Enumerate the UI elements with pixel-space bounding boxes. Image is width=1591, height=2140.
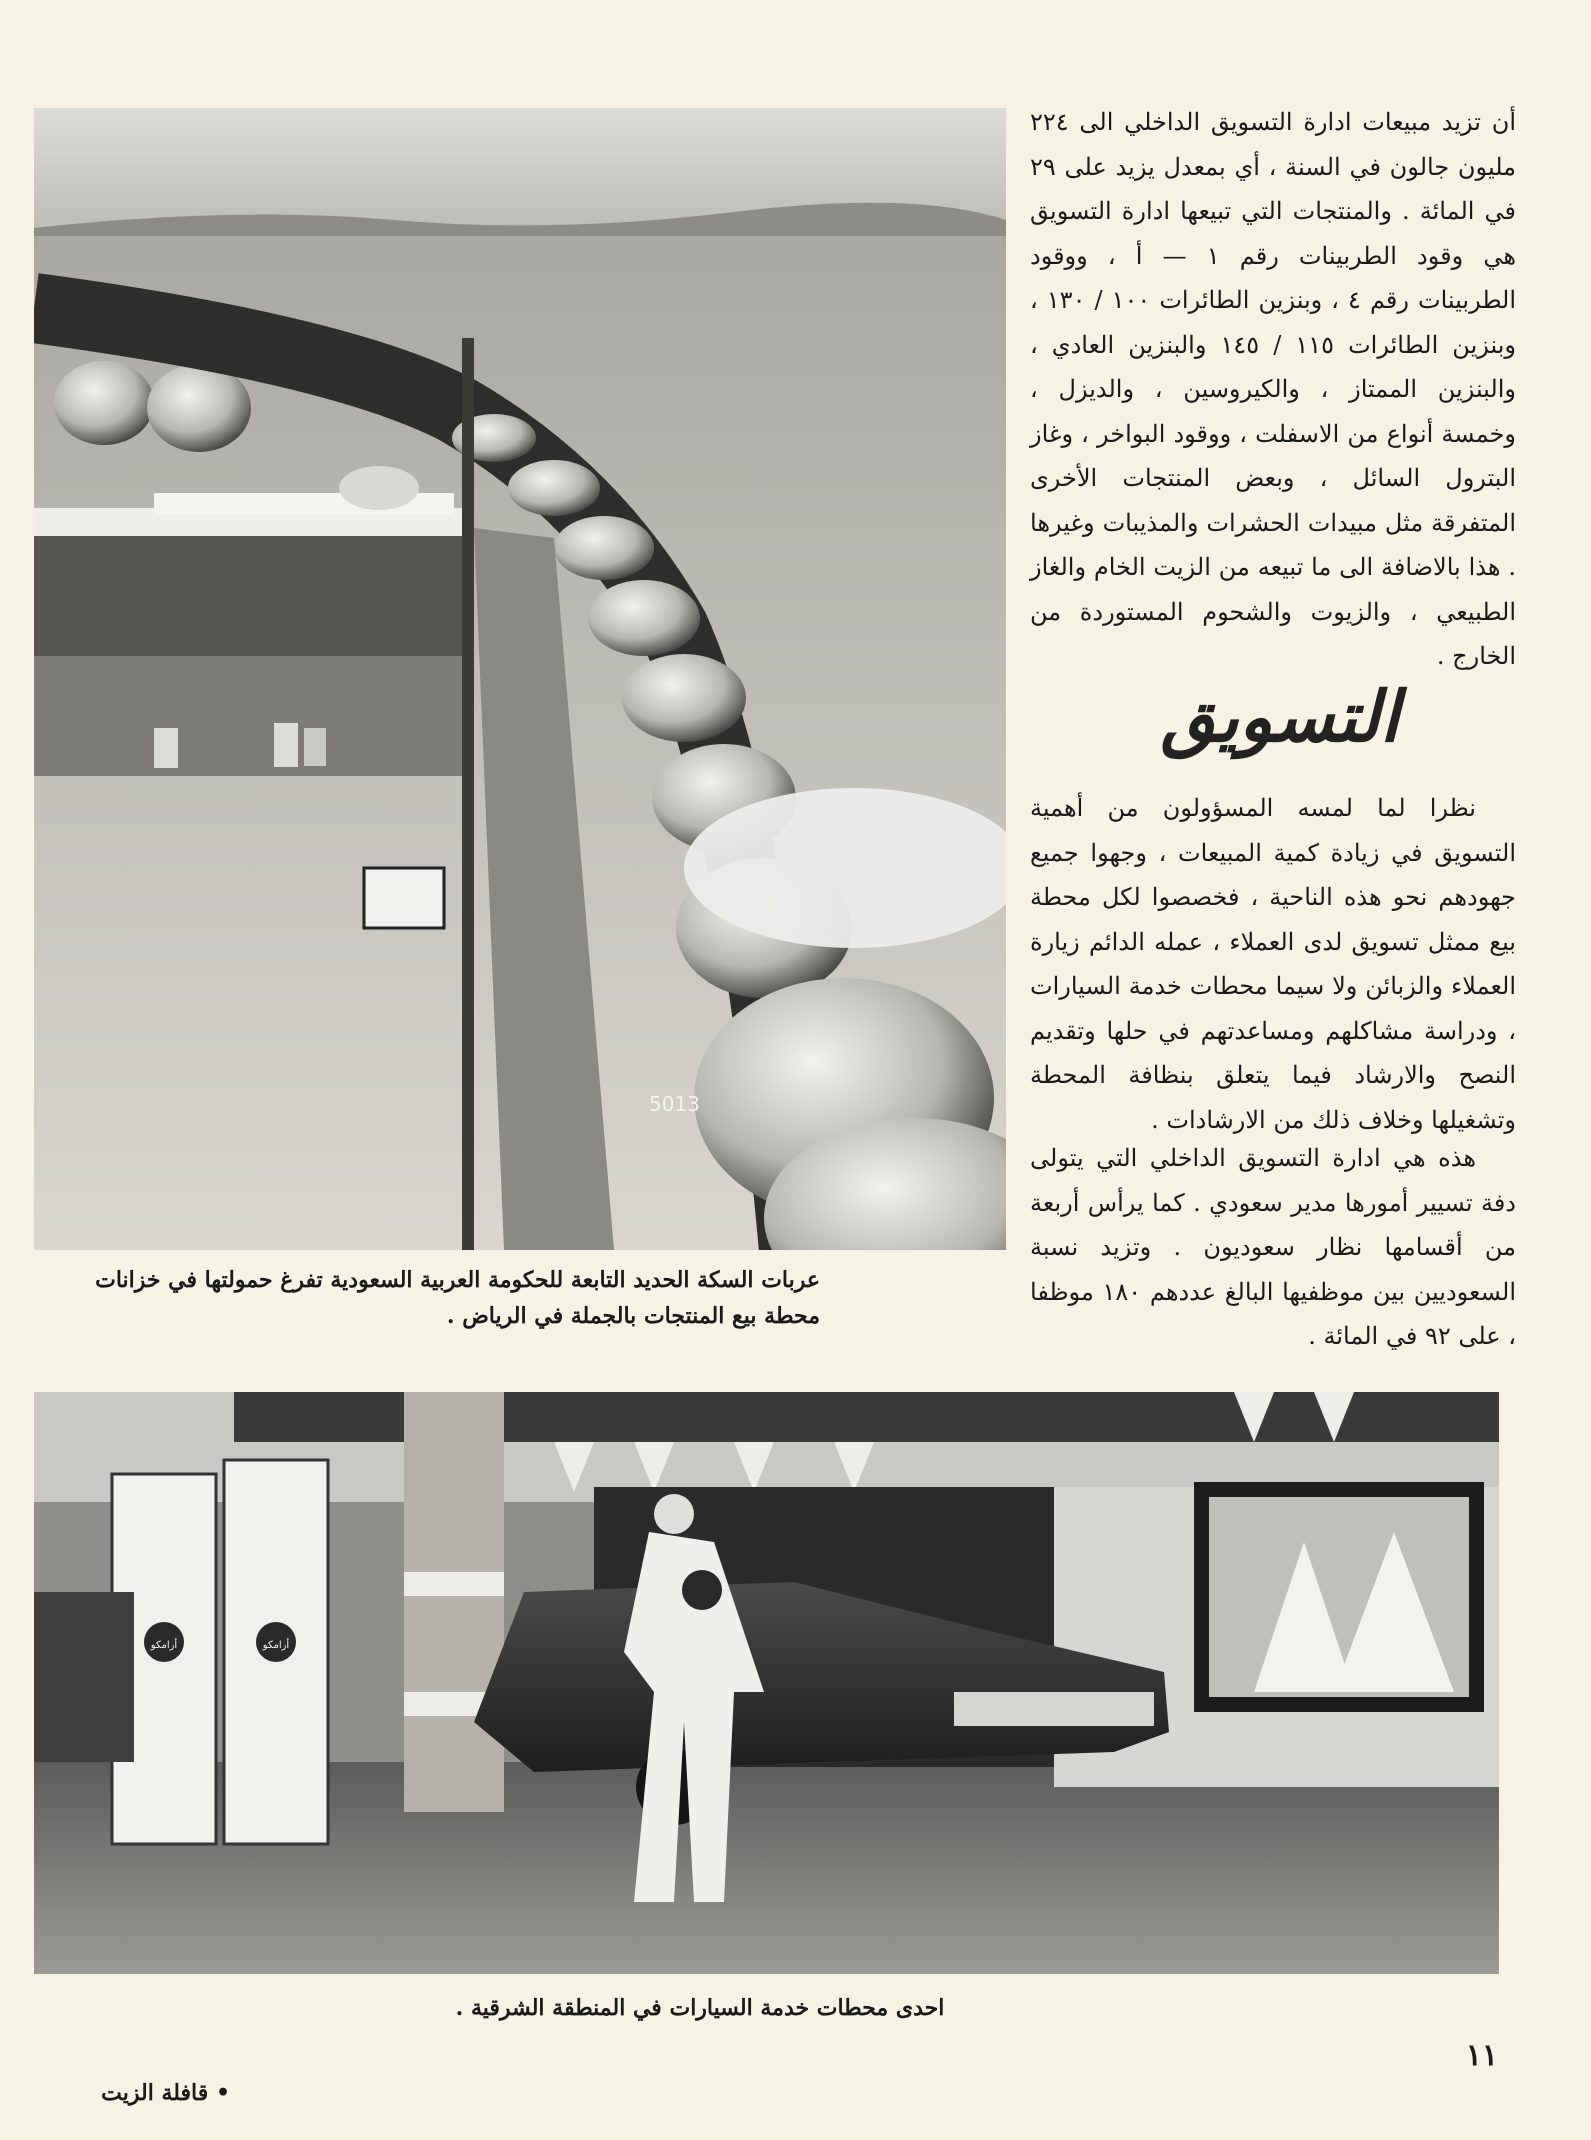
section-heading-marketing: التسويق: [1160, 675, 1400, 758]
paragraph-marketing: نظرا لما لمسه المسؤولون من أهمية التسويق في زيادة كمية المبيعات ، وجهوا جميع جهودهم نحو هذه الناحية ، فخصصوا لكل محطة بيع ممثل تسويق لدى العملاء ، عمله الدائم زيارة العملاء والزبائن ولا سيما محطات خدمة السيارات ، ودراسة مشاكلهم ومساعدتهم في حلها وتقديم النصح والارشاد فيما يتعلق بنظافة المحطة وتشغيلها وخلاف ذلك من الارشادات .: [1030, 794, 1516, 1134]
column-text-intro: [1030, 100, 1516, 679]
station-photo-caption: احدى محطات خدمة السيارات في المنطقة الشرقية .: [455, 1995, 945, 2021]
magazine-name: • قافلة الزيت: [101, 2080, 230, 2106]
pump-logo-left: أرامكو: [150, 1640, 178, 1651]
pump-logo-right: أرامكو: [262, 1640, 290, 1651]
column-text-management: [1030, 1136, 1516, 1359]
railway-tankers-photo: [34, 108, 1006, 1250]
column-text-marketing: [1030, 786, 1516, 1142]
paragraph-management: هذه هي ادارة التسويق الداخلي التي يتولى دفة تسيير أمورها مدير سعودي . كما يرأس أربعة من أقسامها نظار سعوديون . وتزيد نسبة السعوديين بين موظفيها البالغ عددهم ١٨٠ موظفا ، على ٩٢ في المائة .: [1030, 1144, 1516, 1350]
paragraph-intro: أن تزيد مبيعات ادارة التسويق الداخلي الى ٢٢٤ مليون جالون في السنة ، أي بمعدل يزيد على ٢٩ في المائة . والمنتجات التي تبيعها ادارة التسويق هي وقود الطربينات رقم ١ — أ ، ووقود الطربينات رقم ٤ ، وبنزين الطائرات ١٠٠ / ١٣٠ ، وبنزين الطائرات ١١٥ / ١٤٥ والبنزين العادي ، والبنزين الممتاز ، والكيروسين ، والديزل ، وخمسة أنواع من الاسفلت ، ووقود البواخر ، وغاز البترول السائل ، وبعض المنتجات الأخرى المتفرقة مثل مبيدات الحشرات والمذيبات وغيرها . هذا بالاضافة الى ما تبيعه من الزيت الخام والغاز الطبيعي ، والزيوت والشحوم المستوردة من الخارج .: [1030, 108, 1517, 670]
page-number: ١١: [1465, 2038, 1498, 2073]
tanker-number-text: 5013: [649, 1092, 700, 1116]
service-station-photo: [34, 1392, 1499, 1974]
rail-photo-caption: عربات السكة الحديد التابعة للحكومة العربية السعودية تفرغ حمولتها في خزانات محطة بيع المنتجات بالجملة في الرياض .: [95, 1267, 820, 1329]
